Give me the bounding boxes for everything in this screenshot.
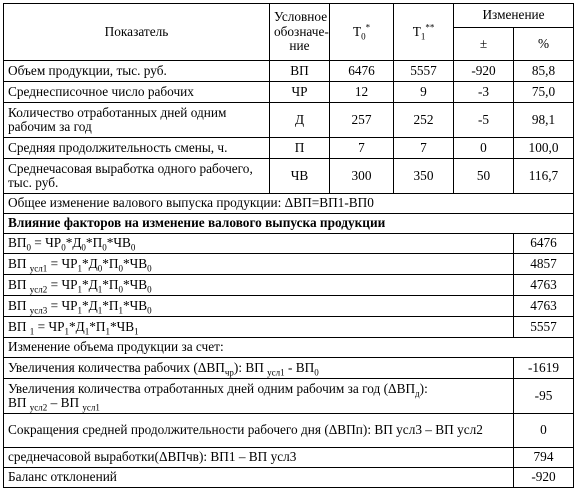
effect-text: Увеличения количества отработанных дней одним рабочим за год $(\Delta ВП_д)$: ВП $_{усл2}$ – ВП $_{усл1}$ [4,379,514,414]
row-name: Среднечасовая выработка одного рабочего, тыс. руб. [4,159,270,194]
row-delta: 0 [454,138,514,159]
row-symbol: Д [270,103,330,138]
row-symbol: ВП [270,61,330,82]
factor-analysis-table [3,3,574,488]
row-symbol: ЧВ [270,159,330,194]
table-row [4,159,574,194]
effect-row-workers [4,358,574,379]
row-t1: 9 [394,82,454,103]
effect-text: Увеличения количества рабочих $(\Delta ВП_{чр})$: ВП $_{усл1} - ВП_0$ [4,358,514,379]
effect-value: -1619 [514,358,574,379]
row-percent: 100,0 [514,138,574,159]
factors-title: Влияние факторов на изменение валового выпуска продукции [4,214,574,234]
header-change: Изменение [454,4,574,28]
row-t0: 300 [330,159,394,194]
formula-row [4,254,574,275]
formula-value: 6476 [514,234,574,254]
formula-value: 4763 [514,275,574,296]
formula-text: ВП $_1 = ЧР_1*Д_1*П_1*ЧВ_1$ [4,317,514,338]
header-delta: ± [454,28,514,61]
header-indicator: Показатель [4,4,270,61]
row-t0: 6476 [330,61,394,82]
table-row [4,61,574,82]
table-row [4,138,574,159]
formula-row [4,317,574,338]
effect-text: среднечасовой выработки(ΔВПчв): ВП1 – ВП усл3 [4,448,514,468]
header-t1: $T_1^{**}$ [394,4,454,61]
formula-value: 5557 [514,317,574,338]
formula-text: ВП $_{усл1} = ЧР_1*Д_0*П_0*ЧВ_0$ [4,254,514,275]
balance-row [4,468,574,488]
row-delta: -3 [454,82,514,103]
row-percent: 75,0 [514,82,574,103]
formula-row [4,275,574,296]
table-row [4,82,574,103]
effect-value: -95 [514,379,574,414]
row-name: Количество отработанных дней одним рабочим за год [4,103,270,138]
row-percent: 116,7 [514,159,574,194]
row-t0: 7 [330,138,394,159]
formula-text: $ВП_0 = ЧР_0*Д_0*П_0*ЧВ_0$ [4,234,514,254]
effect-row-days [4,379,574,414]
formula-value: 4763 [514,296,574,317]
table-row [4,103,574,138]
row-t0: 257 [330,103,394,138]
effect-row-hours [4,414,574,448]
header-t0: $T_0^*$ [330,4,394,61]
change-due-to-row [4,338,574,358]
row-delta: -5 [454,103,514,138]
row-name: Среднесписочное число рабочих [4,82,270,103]
effect-row-output [4,448,574,468]
effect-text: Сокращения средней продолжительности рабочего дня (ΔВПп): ВП усл3 – ВП усл2 [4,414,514,448]
row-t0: 12 [330,82,394,103]
header-symbol: Условное обозначе-ние [270,4,330,61]
row-name: Средняя продолжительность смены, ч. [4,138,270,159]
formula-value: 4857 [514,254,574,275]
row-percent: 85,8 [514,61,574,82]
row-delta: -920 [454,61,514,82]
row-delta: 50 [454,159,514,194]
factors-title-row [4,214,574,234]
row-symbol: П [270,138,330,159]
formula-row [4,296,574,317]
formula-row [4,234,574,254]
row-percent: 98,1 [514,103,574,138]
row-t1: 252 [394,103,454,138]
effect-value: 0 [514,414,574,448]
row-name: Объем продукции, тыс. руб. [4,61,270,82]
formula-text: ВП $_{усл2} = ЧР_1*Д_1*П_0*ЧВ_0$ [4,275,514,296]
header-percent: % [514,28,574,61]
row-t1: 7 [394,138,454,159]
analysis-table-wrapper [3,3,573,488]
header-row [4,4,574,28]
general-change-text: Общее изменение валового выпуска продукции: ΔВП=ВП1-ВП0 [4,194,574,214]
balance-text: Баланс отклонений [4,468,514,488]
effect-value: 794 [514,448,574,468]
change-due-to-text: Изменение объема продукции за счет: [4,338,574,358]
formula-text: ВП $_{усл3} = ЧР_1*Д_1*П_1*ЧВ_0$ [4,296,514,317]
row-t1: 5557 [394,61,454,82]
balance-value: -920 [514,468,574,488]
general-change-row [4,194,574,214]
row-t1: 350 [394,159,454,194]
row-symbol: ЧР [270,82,330,103]
